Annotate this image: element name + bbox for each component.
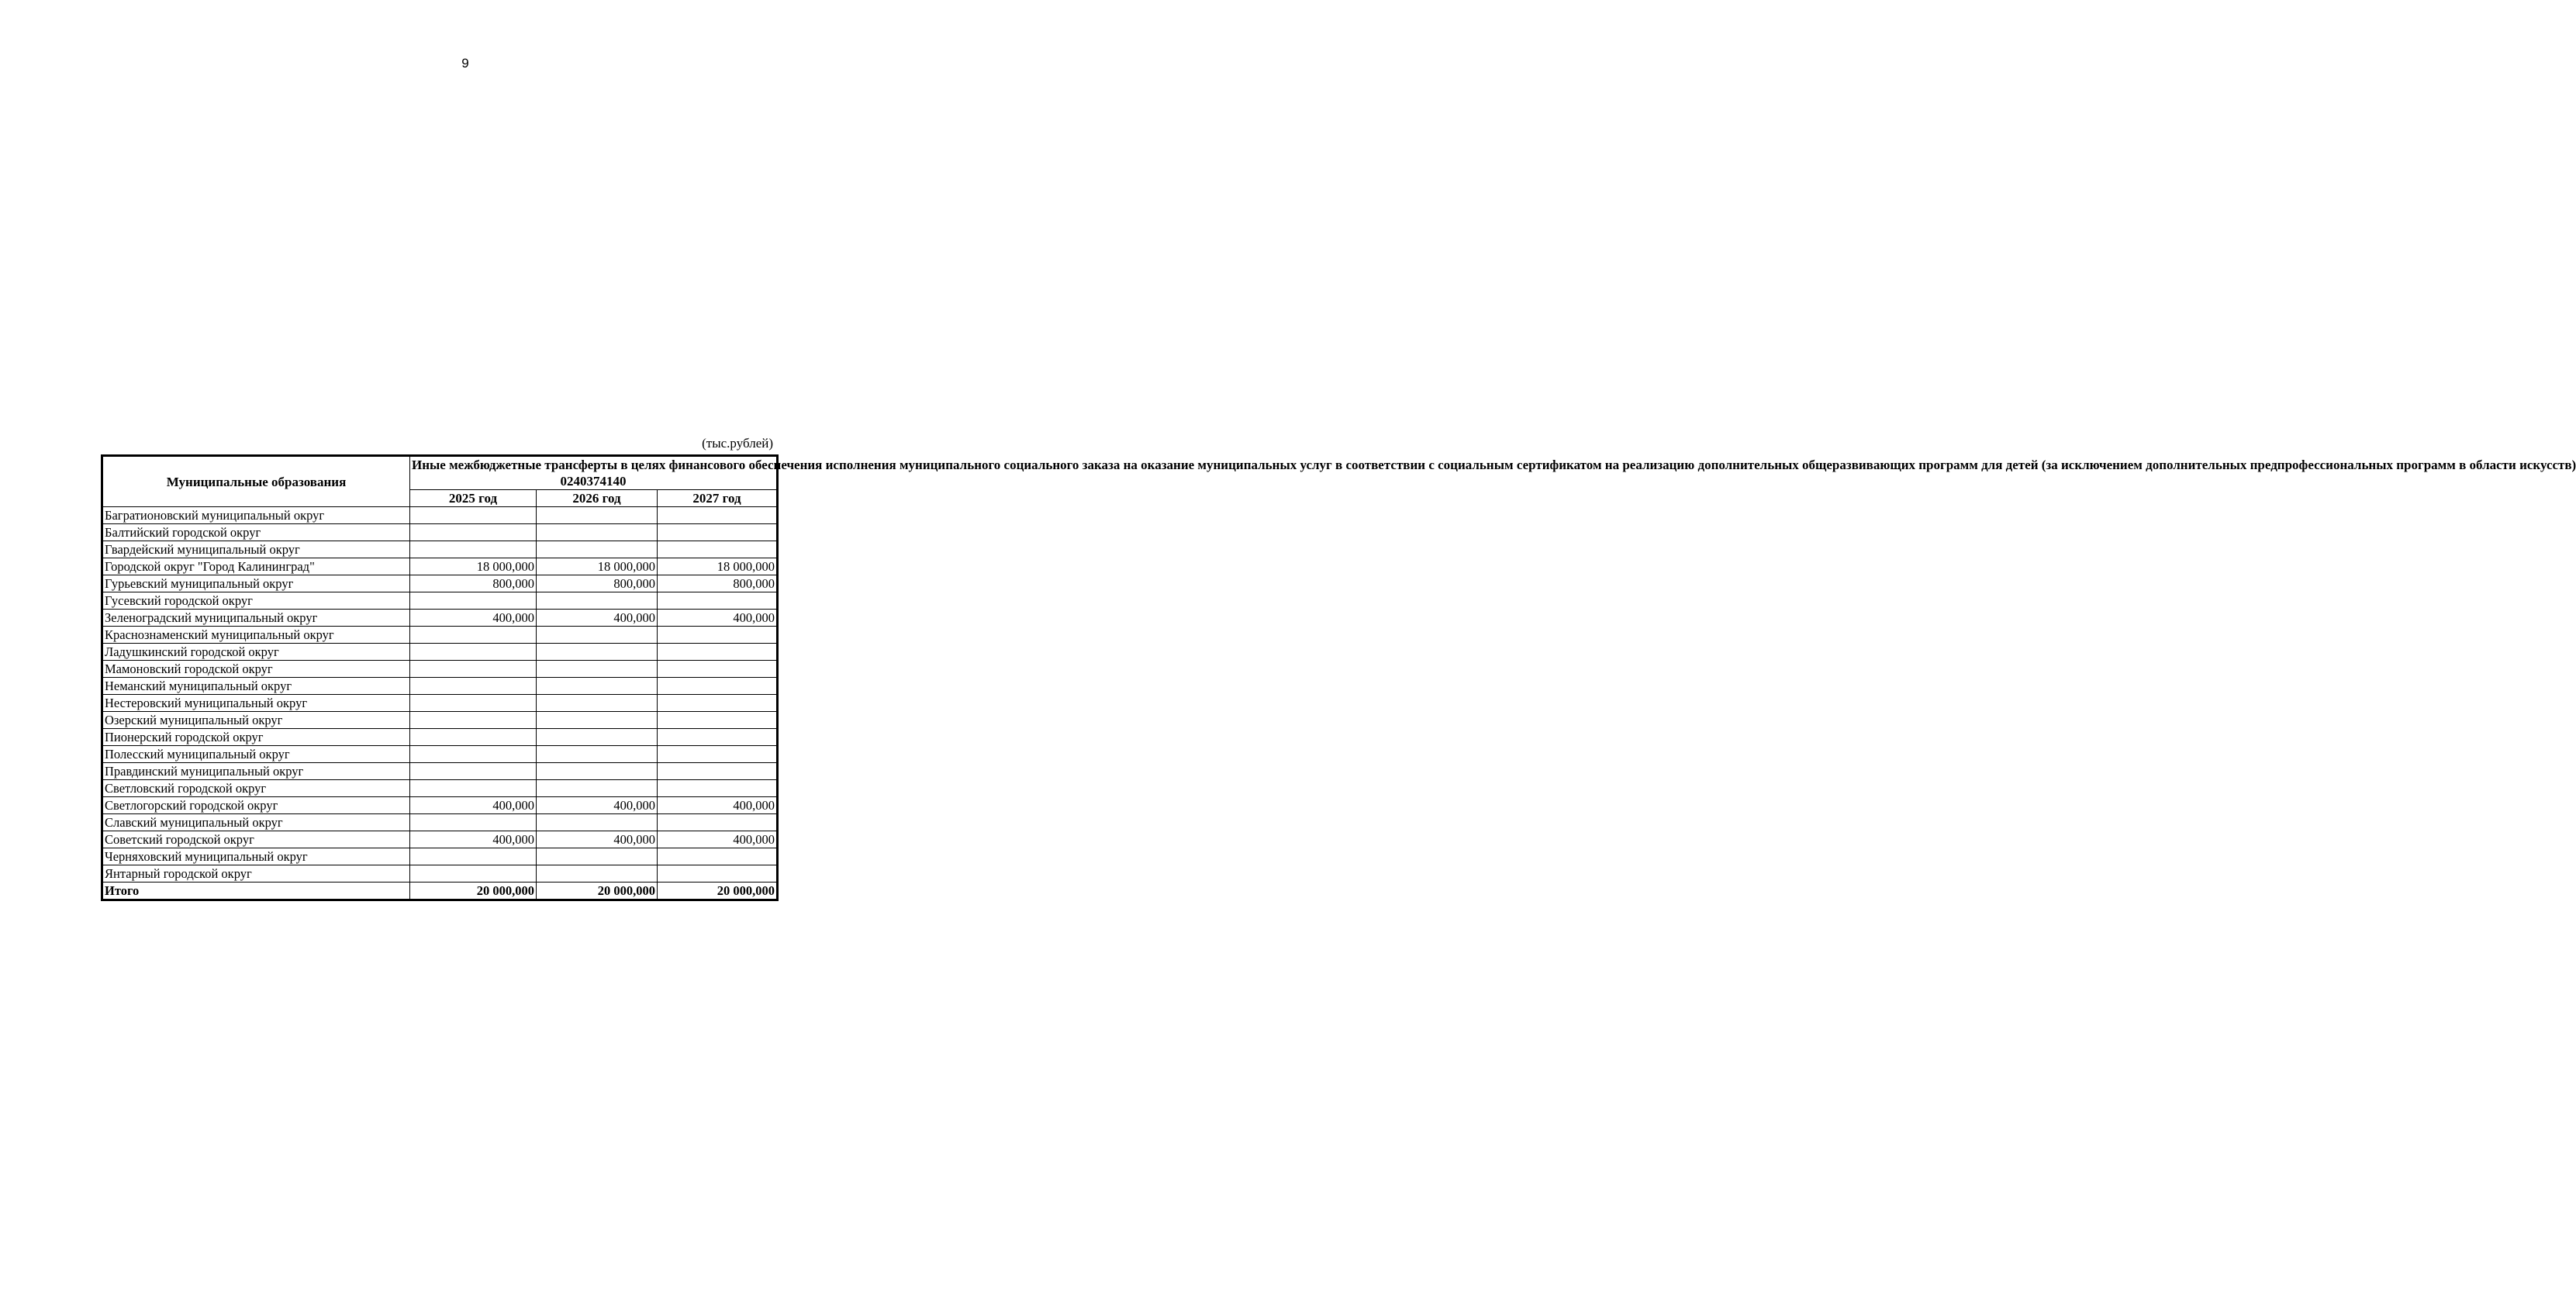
- table-row: [102, 814, 778, 831]
- table-row: [102, 644, 778, 661]
- table-row: [102, 729, 778, 746]
- year-header-2025: 2025 год: [410, 490, 537, 507]
- value-2027: [658, 507, 778, 524]
- value-2027: [658, 814, 778, 831]
- value-2025: 800,000: [410, 575, 537, 592]
- municipality-name: Гусевский городской округ: [102, 592, 410, 610]
- value-2026: 400,000: [537, 610, 658, 627]
- year-header-2026: 2026 год: [537, 490, 658, 507]
- value-2027: 400,000: [658, 610, 778, 627]
- value-2027: 400,000: [658, 831, 778, 848]
- table-row: [102, 865, 778, 883]
- value-2027: [658, 695, 778, 712]
- value-2027: [658, 865, 778, 883]
- municipality-name: Озерский муниципальный округ: [102, 712, 410, 729]
- value-2026: [537, 848, 658, 865]
- value-2025: [410, 644, 537, 661]
- value-2027: 20 000,000: [658, 883, 778, 900]
- value-2025: [410, 746, 537, 763]
- table-body: [102, 507, 778, 900]
- value-2027: [658, 712, 778, 729]
- value-2025: [410, 712, 537, 729]
- municipality-name: Балтийский городской округ: [102, 524, 410, 541]
- value-2026: 20 000,000: [537, 883, 658, 900]
- value-2027: [658, 524, 778, 541]
- table-row: [102, 592, 778, 610]
- table-row: [102, 507, 778, 524]
- value-2027: [658, 678, 778, 695]
- municipality-name: Мамоновский городской округ: [102, 661, 410, 678]
- value-2025: 400,000: [410, 610, 537, 627]
- value-2027: [658, 592, 778, 610]
- municipality-name: Городской округ "Город Калининград": [102, 558, 410, 575]
- value-2027: [658, 661, 778, 678]
- table-row: [102, 541, 778, 558]
- year-header-2027: 2027 год: [658, 490, 778, 507]
- value-2027: 18 000,000: [658, 558, 778, 575]
- table-row: [102, 558, 778, 575]
- table-row: [102, 627, 778, 644]
- value-2027: [658, 729, 778, 746]
- table-row: [102, 746, 778, 763]
- value-2026: [537, 814, 658, 831]
- table-row: [102, 831, 778, 848]
- table-row: [102, 524, 778, 541]
- value-2025: [410, 627, 537, 644]
- value-2026: [537, 729, 658, 746]
- municipality-name: Пионерский городской округ: [102, 729, 410, 746]
- municipality-name: Ладушкинский городской округ: [102, 644, 410, 661]
- value-2026: [537, 678, 658, 695]
- value-2027: 400,000: [658, 797, 778, 814]
- value-2025: [410, 524, 537, 541]
- transfer-budget-code: 0240374140: [560, 474, 627, 489]
- transfers-table: [101, 454, 2576, 901]
- value-2025: [410, 592, 537, 610]
- table-row: [102, 712, 778, 729]
- value-2025: 400,000: [410, 797, 537, 814]
- value-2026: [537, 695, 658, 712]
- value-2025: [410, 865, 537, 883]
- transfer-column-header: [410, 456, 2576, 490]
- page-number: 9: [461, 56, 469, 71]
- municipality-name: Итого: [102, 883, 410, 900]
- value-2027: 800,000: [658, 575, 778, 592]
- value-2025: [410, 507, 537, 524]
- value-2025: 18 000,000: [410, 558, 537, 575]
- value-2026: [537, 763, 658, 780]
- municipality-name: Светловский городской округ: [102, 780, 410, 797]
- municipality-name: Полесский муниципальный округ: [102, 746, 410, 763]
- municipality-name: Янтарный городской округ: [102, 865, 410, 883]
- table-row: [102, 780, 778, 797]
- value-2025: [410, 848, 537, 865]
- value-2027: [658, 763, 778, 780]
- value-2026: [537, 746, 658, 763]
- total-row: [102, 883, 778, 900]
- value-2025: [410, 814, 537, 831]
- value-2027: [658, 780, 778, 797]
- table-row: [102, 575, 778, 592]
- value-2026: [537, 592, 658, 610]
- table-row: [102, 797, 778, 814]
- table-row: [102, 678, 778, 695]
- transfer-column-title: Иные межбюджетные трансферты в целях финансового обеспечения исполнения муниципального социального заказа на оказание муниципальных услуг в соответствии с социальным сертификатом на реализацию дополнительных общеразвивающих программ для детей (за исключением дополнительных предпрофессиональных программ в области искусств): [412, 458, 2576, 472]
- municipality-name: Гурьевский муниципальный округ: [102, 575, 410, 592]
- value-2027: [658, 644, 778, 661]
- units-label: (тыс.рублей): [702, 436, 773, 451]
- value-2026: [537, 661, 658, 678]
- value-2026: [537, 865, 658, 883]
- value-2027: [658, 541, 778, 558]
- municipality-name: Гвардейский муниципальный округ: [102, 541, 410, 558]
- municipality-name: Багратионовский муниципальный округ: [102, 507, 410, 524]
- value-2027: [658, 627, 778, 644]
- municipality-name: Черняховский муниципальный округ: [102, 848, 410, 865]
- table-row: [102, 610, 778, 627]
- value-2025: 20 000,000: [410, 883, 537, 900]
- value-2026: [537, 644, 658, 661]
- value-2026: 18 000,000: [537, 558, 658, 575]
- municipalities-column-header: Муниципальные образования: [102, 456, 410, 507]
- value-2027: [658, 746, 778, 763]
- table-row: [102, 848, 778, 865]
- value-2025: [410, 729, 537, 746]
- value-2026: [537, 541, 658, 558]
- value-2025: [410, 763, 537, 780]
- value-2025: [410, 695, 537, 712]
- municipality-name: Зеленоградский муниципальный округ: [102, 610, 410, 627]
- table-row: [102, 695, 778, 712]
- value-2025: [410, 661, 537, 678]
- value-2026: 400,000: [537, 831, 658, 848]
- table-row: [102, 763, 778, 780]
- value-2025: 400,000: [410, 831, 537, 848]
- value-2027: [658, 848, 778, 865]
- municipality-name: Правдинский муниципальный округ: [102, 763, 410, 780]
- municipality-name: Светлогорский городской округ: [102, 797, 410, 814]
- value-2026: [537, 524, 658, 541]
- value-2026: [537, 712, 658, 729]
- municipality-name: Нестеровский муниципальный округ: [102, 695, 410, 712]
- value-2026: 800,000: [537, 575, 658, 592]
- municipality-name: Советский городской округ: [102, 831, 410, 848]
- value-2026: 400,000: [537, 797, 658, 814]
- value-2025: [410, 780, 537, 797]
- value-2026: [537, 780, 658, 797]
- value-2025: [410, 541, 537, 558]
- municipality-name: Краснознаменский муниципальный округ: [102, 627, 410, 644]
- municipality-name: Славский муниципальный округ: [102, 814, 410, 831]
- value-2025: [410, 678, 537, 695]
- municipality-name: Неманский муниципальный округ: [102, 678, 410, 695]
- table-row: [102, 661, 778, 678]
- value-2026: [537, 627, 658, 644]
- value-2026: [537, 507, 658, 524]
